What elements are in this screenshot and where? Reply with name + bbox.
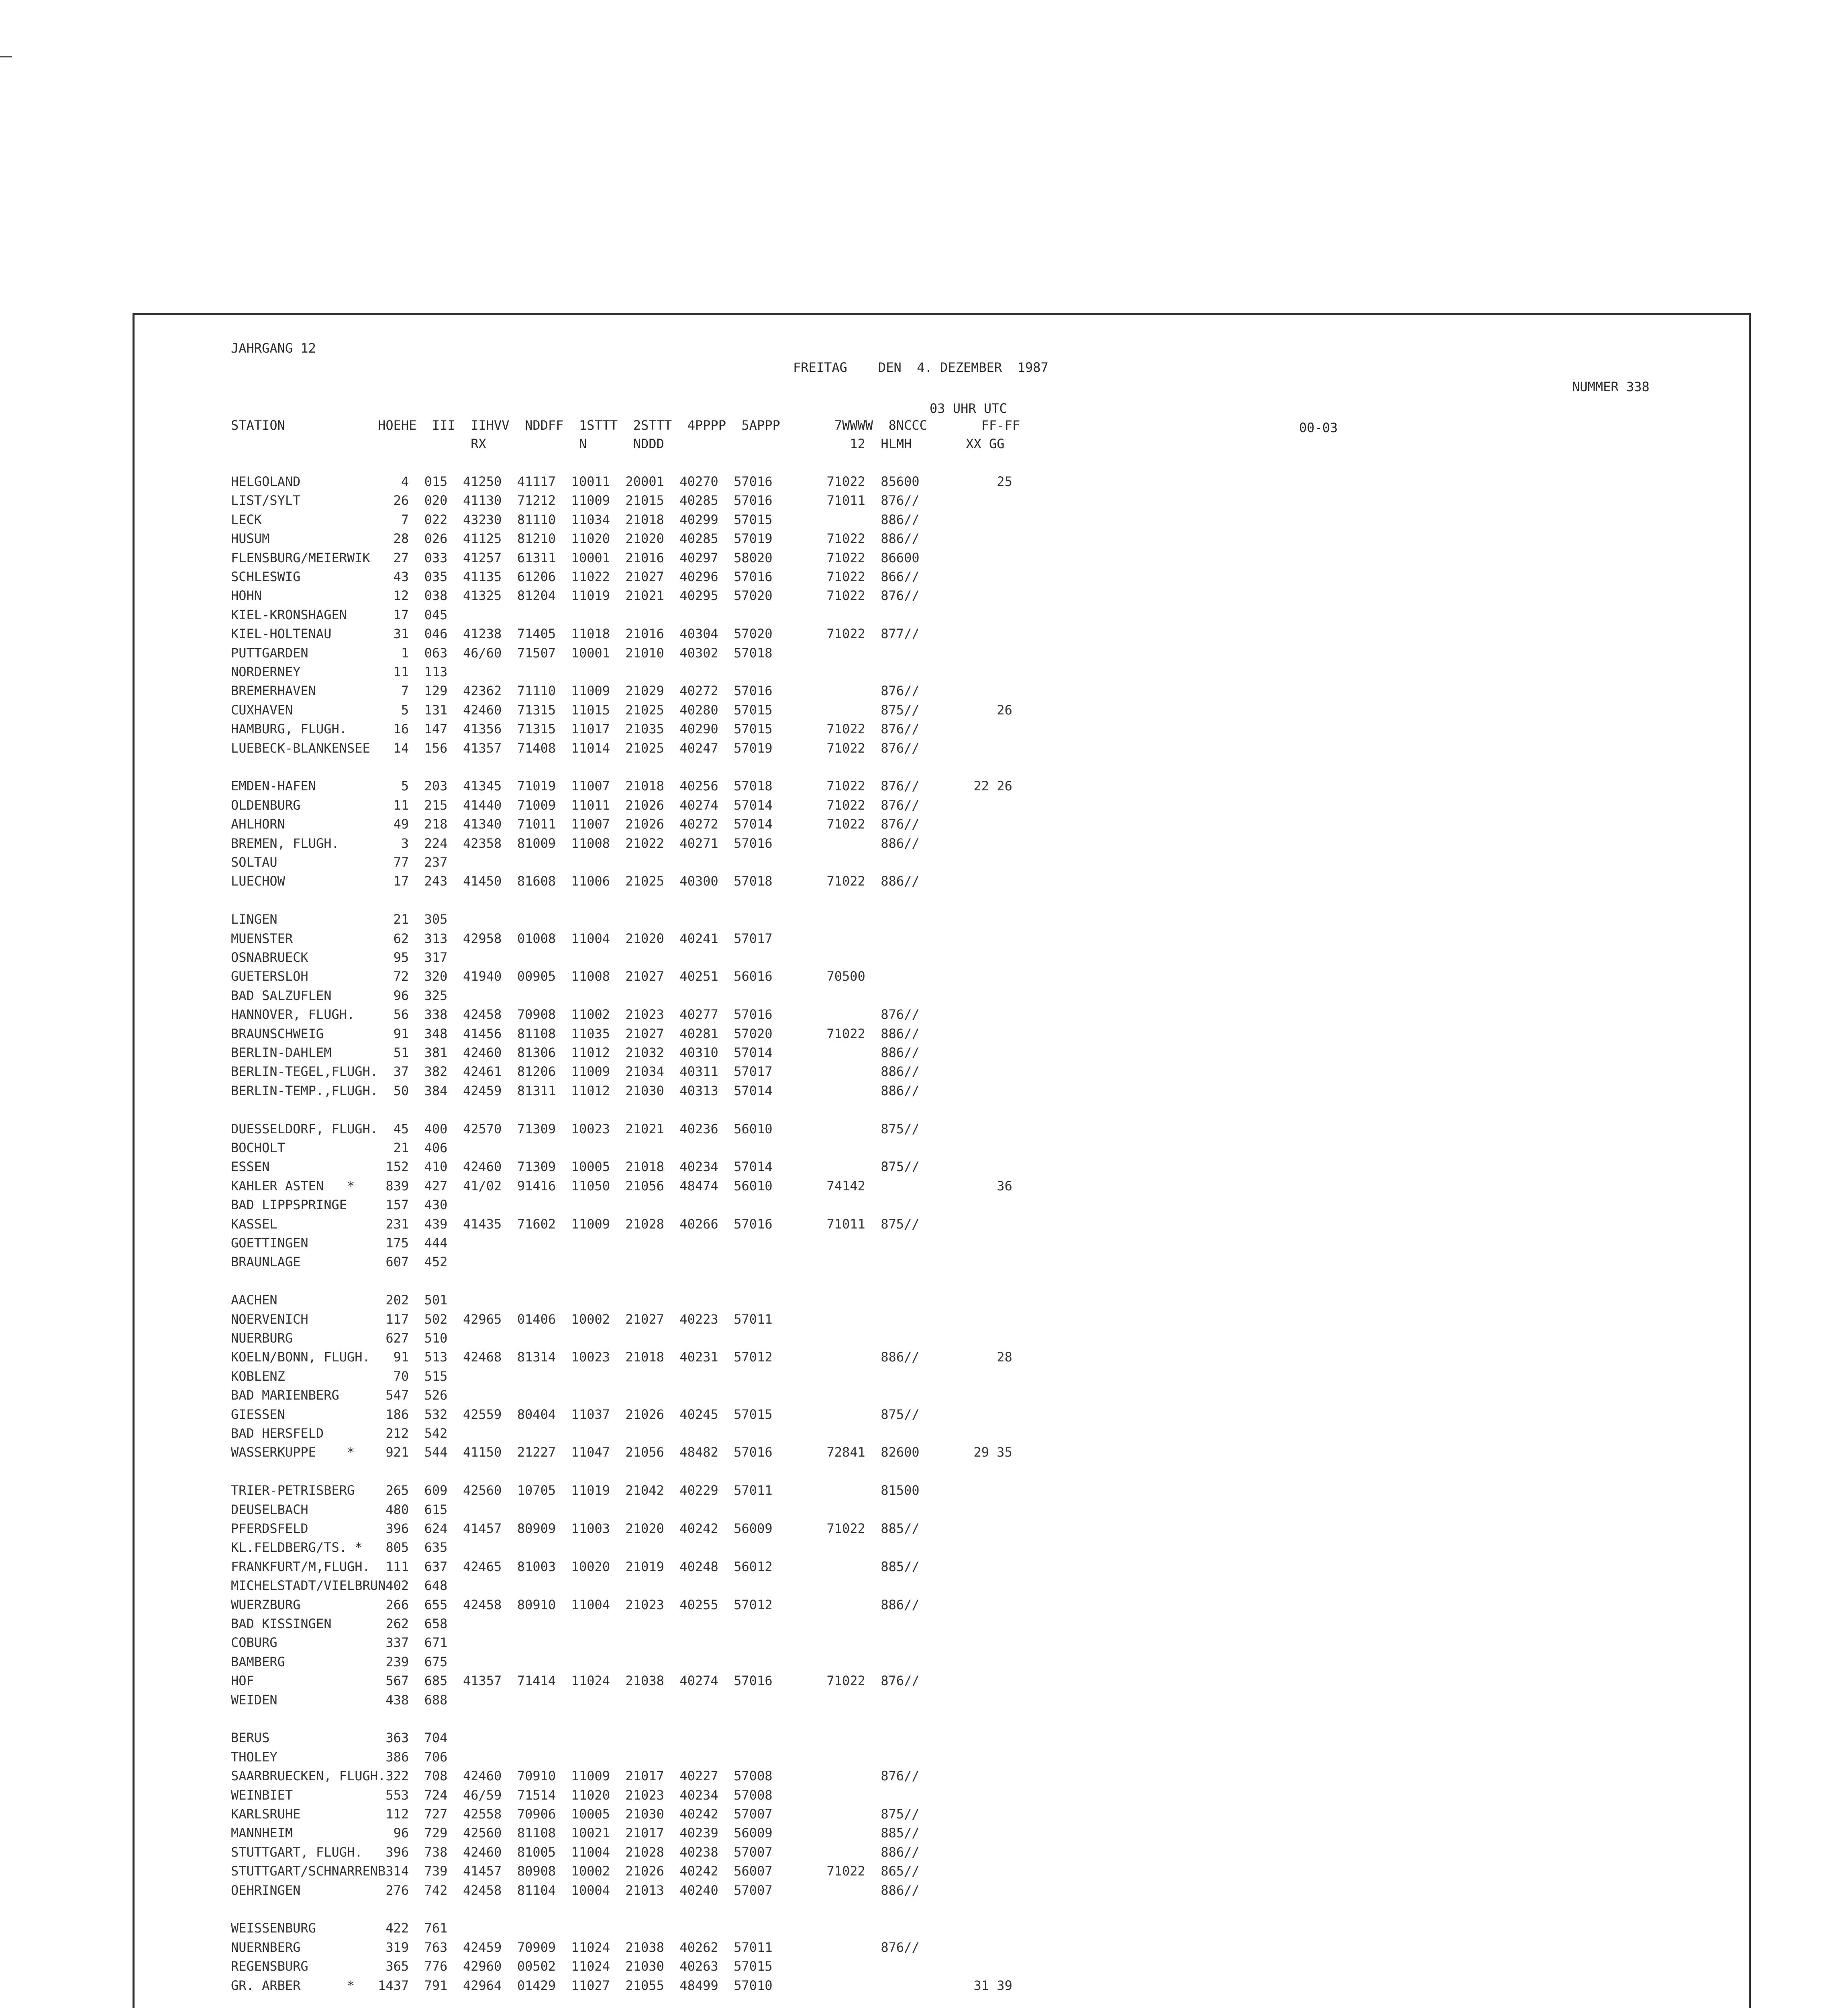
station-row: KL.FELDBERG/TS. * 805 635 <box>231 1540 448 1555</box>
station-row: REGENSBURG 365 776 42960 00502 11024 21030 40263 57015 <box>231 1959 773 1974</box>
column-headers: STATION HOEHE III IIHVV NDDFF 1STTT 2STTT 4PPPP 5APPP 7WWWW 8NCCC FF-FF <box>231 418 1020 433</box>
station-row: BAMBERG 239 675 <box>231 1654 448 1669</box>
station-row: KIEL-HOLTENAU 31 046 41238 71405 11018 21016 40304 57020 71022 877// <box>231 626 920 642</box>
station-row: LECK 7 022 43230 81110 11034 21018 40299 57015 886// <box>231 512 920 527</box>
station-row: OLDENBURG 11 215 41440 71009 11011 21026 40274 57014 71022 876// <box>231 797 920 813</box>
volume-label: JAHRGANG 12 <box>231 341 316 356</box>
station-row: KARLSRUHE 112 727 42558 70906 10005 21030 40242 57007 875// <box>231 1806 920 1822</box>
station-row: BRAUNSCHWEIG 91 348 41456 81108 11035 21027 40281 57020 71022 886// <box>231 1026 920 1041</box>
station-row: LUECHOW 17 243 41450 81608 11006 21025 40300 57018 71022 886// <box>231 873 920 889</box>
station-row: PUTTGARDEN 1 063 46/60 71507 10001 21010 40302 57018 <box>231 645 773 661</box>
station-row: MUENSTER 62 313 42958 01008 11004 21020 40241 57017 <box>231 931 773 946</box>
time-range: 00-03 <box>1299 420 1338 435</box>
station-row: ESSEN 152 410 42460 71309 10005 21018 40234 57014 875// <box>231 1159 920 1175</box>
station-row: BERLIN-TEGEL,FLUGH. 37 382 42461 81206 11009 21034 40311 57017 886// <box>231 1064 920 1080</box>
station-row: BOCHOLT 21 406 <box>231 1140 448 1155</box>
station-row: SCHLESWIG 43 035 41135 61206 11022 21027 40296 57016 71022 866// <box>231 569 920 584</box>
station-row: HOHN 12 038 41325 81204 11019 21021 40295 57020 71022 876// <box>231 588 920 604</box>
station-row: BRAUNLAGE 607 452 <box>231 1254 448 1270</box>
station-row: HAMBURG, FLUGH. 16 147 41356 71315 11017 21035 40290 57015 71022 876// <box>231 721 920 737</box>
station-row: HANNOVER, FLUGH. 56 338 42458 70908 11002 21023 40277 57016 876// <box>231 1007 920 1022</box>
station-row: MANNHEIM 96 729 42560 81108 10021 21017 40239 56009 885// <box>231 1825 920 1841</box>
station-row: NOERVENICH 117 502 42965 01406 10002 21027 40223 57011 <box>231 1311 773 1327</box>
station-row: KIEL-KRONSHAGEN 17 045 <box>231 607 448 622</box>
station-row: BAD KISSINGEN 262 658 <box>231 1616 448 1631</box>
station-row: WEISSENBURG 422 761 <box>231 1920 448 1936</box>
station-row: WASSERKUPPE * 921 544 41150 21227 11047 21056 48482 57016 72841 82600 29 35 <box>231 1445 1012 1460</box>
station-row: AACHEN 202 501 <box>231 1292 448 1308</box>
station-row: AHLHORN 49 218 41340 71011 11007 21026 40272 57014 71022 876// <box>231 816 920 832</box>
station-row: SOLTAU 77 237 <box>231 855 448 870</box>
station-row: WUERZBURG 266 655 42458 80910 11004 21023 40255 57012 886// <box>231 1597 920 1612</box>
issue-number: NUMMER 338 <box>1572 379 1650 394</box>
station-row: STUTTGART, FLUGH. 396 738 42460 81005 11004 21028 40238 57007 886// <box>231 1844 920 1860</box>
station-row: BAD MARIENBERG 547 526 <box>231 1388 448 1403</box>
station-row: MICHELSTADT/VIELBRUN402 648 <box>231 1578 448 1594</box>
station-row: NUERNBERG 319 763 42459 70909 11024 21038 40262 57011 876// <box>231 1939 920 1955</box>
station-row: CUXHAVEN 5 131 42460 71315 11015 21025 40280 57015 875// 26 <box>231 702 1012 718</box>
column-subheaders: RX N NDDD 12 HLMH XX GG <box>231 436 1005 451</box>
station-row: KOBLENZ 70 515 <box>231 1368 448 1384</box>
station-row: NUERBURG 627 510 <box>231 1331 448 1346</box>
station-row: WEIDEN 438 688 <box>231 1692 448 1708</box>
station-row: BERLIN-DAHLEM 51 381 42460 81306 11012 21032 40310 57014 886// <box>231 1045 920 1060</box>
observation-time: 03 UHR UTC <box>930 401 1007 416</box>
station-row: GIESSEN 186 532 42559 80404 11037 21026 40245 57015 875// <box>231 1406 920 1422</box>
station-row: GOETTINGEN 175 444 <box>231 1235 448 1251</box>
station-row: OSNABRUECK 95 317 <box>231 950 448 965</box>
station-row: THOLEY 386 706 <box>231 1749 448 1765</box>
station-row: NORDERNEY 11 113 <box>231 664 448 680</box>
station-row: BERUS 363 704 <box>231 1730 448 1746</box>
station-row: KASSEL 231 439 41435 71602 11009 21028 40266 57016 71011 875// <box>231 1216 920 1232</box>
station-row: KOELN/BONN, FLUGH. 91 513 42468 81314 10023 21018 40231 57012 886// 28 <box>231 1349 1012 1365</box>
station-row: HUSUM 28 026 41125 81210 11020 21020 40285 57019 71022 886// <box>231 531 920 547</box>
station-row: STUTTGART/SCHNARRENB314 739 41457 80908 10002 21026 40242 56007 71022 865// <box>231 1863 920 1879</box>
station-row: BREMEN, FLUGH. 3 224 42358 81009 11008 21022 40271 57016 886// <box>231 835 920 851</box>
station-row: EMDEN-HAFEN 5 203 41345 71019 11007 21018 40256 57018 71022 876// 22 26 <box>231 778 1012 794</box>
station-row: LUEBECK-BLANKENSEE 14 156 41357 71408 11014 21025 40247 57019 71022 876// <box>231 740 920 756</box>
station-row: BREMERHAVEN 7 129 42362 71110 11009 21029 40272 57016 876// <box>231 683 920 699</box>
station-row: GUETERSLOH 72 320 41940 00905 11008 21027 40251 56016 70500 <box>231 969 865 984</box>
station-row: HOF 567 685 41357 71414 11024 21038 40274 57016 71022 876// <box>231 1673 920 1689</box>
station-row: BERLIN-TEMP.,FLUGH. 50 384 42459 81311 11012 21030 40313 57014 886// <box>231 1083 920 1098</box>
station-row: WEINBIET 553 724 46/59 71514 11020 21023 40234 57008 <box>231 1787 773 1803</box>
date-label: FREITAG DEN 4. DEZEMBER 1987 <box>793 360 1048 375</box>
station-row: BAD HERSFELD 212 542 <box>231 1426 448 1441</box>
station-row: KAHLER ASTEN * 839 427 41/02 91416 11050 21056 48474 56010 74142 36 <box>231 1178 1012 1194</box>
station-row: TRIER-PETRISBERG 265 609 42560 10705 11019 21042 40229 57011 81500 <box>231 1483 920 1498</box>
station-row: COBURG 337 671 <box>231 1635 448 1651</box>
scan-corner-mark <box>0 56 12 57</box>
station-row: GR. ARBER * 1437 791 42964 01429 11027 21055 48499 57010 31 39 <box>231 1977 1012 1993</box>
station-row: FRANKFURT/M,FLUGH. 111 637 42465 81003 10020 21019 40248 56012 885// <box>231 1559 920 1574</box>
station-row: HELGOLAND 4 015 41250 41117 10011 20001 40270 57016 71022 85600 25 <box>231 474 1012 489</box>
station-row: DEUSELBACH 480 615 <box>231 1502 448 1517</box>
station-row: FLENSBURG/MEIERWIK 27 033 41257 61311 10001 21016 40297 58020 71022 86600 <box>231 550 920 565</box>
station-row: OEHRINGEN 276 742 42458 81104 10004 21013 40240 57007 886// <box>231 1882 920 1898</box>
station-row: SAARBRUECKEN, FLUGH.322 708 42460 70910 11009 21017 40227 57008 876// <box>231 1768 920 1784</box>
station-row: BAD SALZUFLEN 96 325 <box>231 988 448 1003</box>
station-row: DUESSELDORF, FLUGH. 45 400 42570 71309 10023 21021 40236 56010 875// <box>231 1121 920 1137</box>
station-row: BAD LIPPSPRINGE 157 430 <box>231 1197 448 1213</box>
station-row: LIST/SYLT 26 020 41130 71212 11009 21015 40285 57016 71011 876// <box>231 493 920 508</box>
weather-report-sheet <box>133 313 1751 2008</box>
station-row: PFERDSFELD 396 624 41457 80909 11003 21020 40242 56009 71022 885// <box>231 1521 920 1536</box>
station-row: LINGEN 21 305 <box>231 912 448 927</box>
